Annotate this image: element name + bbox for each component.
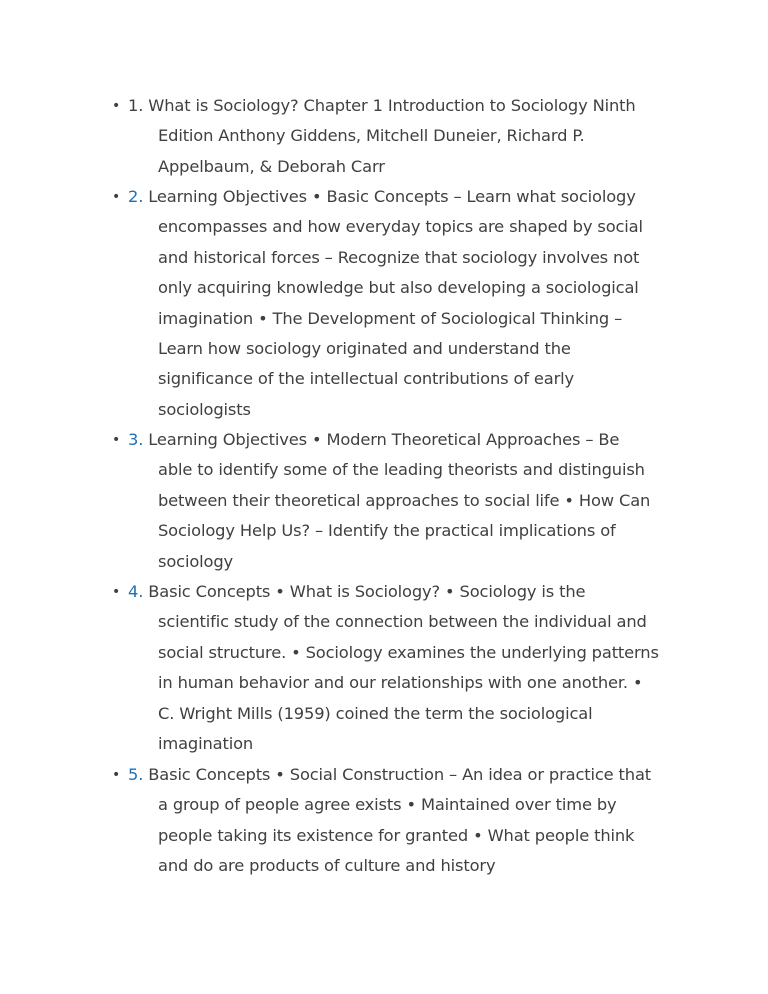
item-line: and do are products of culture and history	[158, 856, 496, 876]
item-line: Learn how sociology originated and understand the	[158, 339, 571, 359]
slide-link[interactable]: 3.	[128, 430, 144, 449]
item-line: scientific study of the connection between the individual and	[158, 612, 647, 632]
item-line: social structure. • Sociology examines the underlying patterns	[158, 642, 659, 662]
item-line: Edition Anthony Giddens, Mitchell Duneier, Richard P.	[158, 126, 585, 146]
bullet-icon: •	[112, 98, 121, 114]
bullet-icon: •	[112, 432, 121, 448]
item-line: sociologists	[158, 399, 251, 419]
item-line: C. Wright Mills (1959) coined the term the sociological	[158, 703, 593, 723]
item-line: a group of people agree exists • Maintained over time by	[158, 795, 617, 815]
item-line: able to identify some of the leading theorists and distinguish	[158, 460, 645, 480]
item-line: 1. What is Sociology? Chapter 1 Introduction to Sociology Ninth	[128, 96, 636, 115]
list-item	[112, 760, 672, 882]
item-line: significance of the intellectual contributions of early	[158, 369, 575, 389]
item-line: between their theoretical approaches to social life • How Can	[158, 490, 651, 510]
slide-link[interactable]: 4.	[128, 582, 144, 601]
item-number: 1.	[128, 96, 144, 115]
list-item	[112, 425, 672, 577]
item-line: and historical forces – Recognize that sociology involves not	[158, 247, 640, 267]
list-item	[112, 91, 672, 182]
item-line: Sociology Help Us? – Identify the practical implications of	[158, 521, 616, 541]
bullet-icon: •	[112, 584, 121, 600]
item-line: only acquiring knowledge but also developing a sociological	[158, 278, 639, 298]
item-line: 3. Learning Objectives • Modern Theoretical Approaches – Be	[128, 430, 620, 449]
item-line: imagination	[158, 734, 254, 754]
list-item	[112, 577, 672, 759]
item-line: in human behavior and our relationships with one another. •	[158, 673, 643, 693]
bullet-icon: •	[112, 767, 121, 783]
list-item	[112, 182, 672, 425]
item-line: people taking its existence for granted • What people think	[158, 825, 635, 845]
item-line: Appelbaum, & Deborah Carr	[158, 156, 385, 176]
item-line: 5. Basic Concepts • Social Construction – An idea or practice that	[128, 765, 652, 784]
item-line: imagination • The Development of Sociological Thinking –	[158, 308, 623, 328]
slide-link[interactable]: 5.	[128, 765, 144, 784]
item-line: 2. Learning Objectives • Basic Concepts – Learn what sociology	[128, 187, 636, 206]
item-line: sociology	[158, 551, 233, 571]
slide-link[interactable]: 2.	[128, 187, 144, 206]
item-line: encompasses and how everyday topics are shaped by social	[158, 217, 643, 237]
bullet-icon: •	[112, 189, 121, 205]
item-line: 4. Basic Concepts • What is Sociology? • Sociology is the	[128, 582, 586, 601]
